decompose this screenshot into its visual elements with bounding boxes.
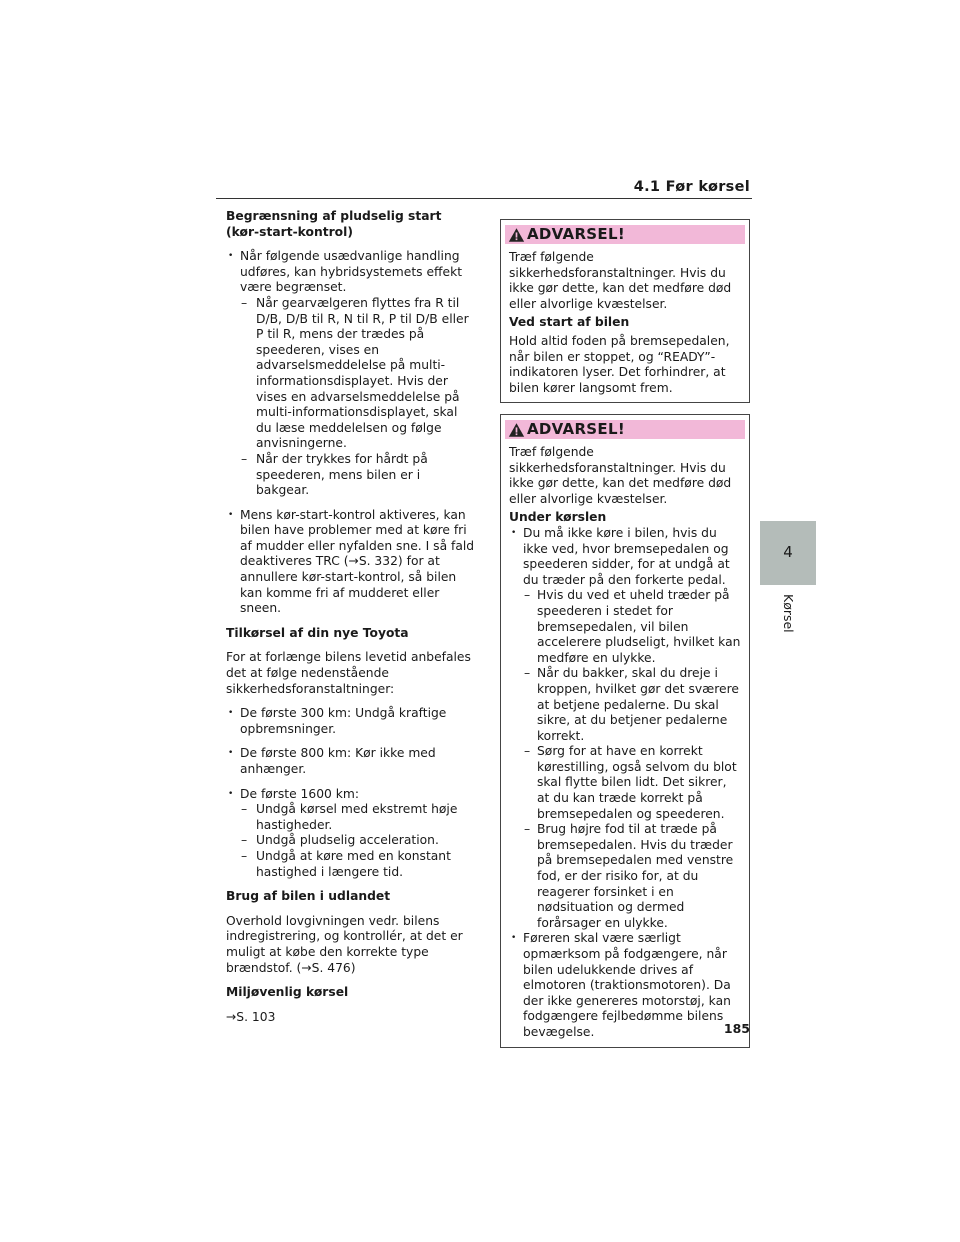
warning-triangle-icon <box>508 227 525 243</box>
list-item: – Brug højre fod til at træde på bremsepedalen. Hvis du træder på bremsepedalen med venstre fod, er der risiko for, at du reagerer forsinket i en nødsituation og dermed forårsager en ulykke. <box>523 822 741 931</box>
warning-body <box>501 244 749 402</box>
list-item: – Undgå pludselig acceleration. <box>240 833 476 849</box>
list-item: – Undgå kørsel med ekstremt høje hastigheder. <box>240 802 476 833</box>
list-item: • De første 800 km: Kør ikke med anhænger. <box>226 746 476 777</box>
warning-intro: Træf følgende sikkerhedsforanstaltninger. Hvis du ikke gør dette, kan det medføre død eller alvorlige kvæstelser. <box>509 445 732 506</box>
chapter-number: 4 <box>783 543 793 561</box>
list-item: • De første 1600 km: – Undgå kørsel med ekstremt høje hastigheder. – Undgå pludselig acceleration. – Undgå at køre med en konstant hastighed i længere tid. <box>226 787 476 881</box>
list-item: – Undgå at køre med en konstant hastighed i længere tid. <box>240 849 476 880</box>
page-number: 185 <box>723 1021 750 1036</box>
heading-break-in: Tilkørsel af din nye Toyota <box>226 625 409 640</box>
warning-title: ADVARSEL! <box>527 225 625 243</box>
warning-triangle-icon <box>508 422 525 438</box>
list-item: • Når følgende usædvanlige handling udføres, kan hybridsystemets effekt være begrænset. – Når gearvælgeren flyttes fra R til D/B, D/B til R, N til R, P til D/B eller P til R, mens der trædes på speederen, vises en advarselsmeddelelse på multi-informationsdisplayet. Hvis der vises en advarselsmeddelelse på multi-informationsdisplayet, skal du læse meddelelsen og følge anvisningerne. – Når der trykkes for hårdt på speederen, mens bilen er i bakgear. <box>226 249 476 499</box>
list-item: • Du må ikke køre i bilen, hvis du ikke ved, hvor bremsepedalen og speederen sidder, for at undgå at du træder på den forkerte pedal. – Hvis du ved et uheld træder på speederen i stedet for bremsepedalen, vil bilen accelerere pludseligt, hvilket kan medføre en ulykke. – Når du bakker, skal du dreje i kroppen, hvilket gør det sværere at betjene pedalerne. Du skal sikre, at du betjener pedalerne korrekt. – Sørg for at have en korrekt kørestilling, også selvom du blot skal flytte bilen lidt. Det sikrer, at du kan træde korrekt på bremsepedalen og speederen. – Brug højre fod til at træde på bremsepedalen. Hvis du træder på bremsepedalen med venstre fod, er der risiko for, at du reagerer forsinket i en nødsituation og dermed forårsager en ulykke. <box>509 526 741 931</box>
list-item: – Når du bakker, skal du dreje i kroppen, hvilket gør det sværere at betjene pedalerne. Du skal sikre, at du betjener pedalerne korrekt. <box>523 666 741 744</box>
eco-driving-link[interactable]: →S. 103 <box>226 1009 276 1024</box>
list-item: – Sørg for at have en korrekt kørestilling, også selvom du blot skal flytte bilen lidt. Det sikrer, at du kan træde korrekt på bremsepedalen og speederen. <box>523 744 741 822</box>
start-control-list <box>226 249 476 617</box>
heading-eco-driving: Miljøvenlig kørsel <box>226 985 349 1000</box>
list-item: • De første 300 km: Undgå kraftige opbremsninger. <box>226 706 476 737</box>
sub-list <box>523 588 741 931</box>
warning-box-start <box>500 219 750 403</box>
abroad-text: Overhold lovgivningen vedr. bilens indregistrering, og kontrollér, at det er muligt at købe den korrekte type brændstof. (→S. 476) <box>226 913 463 975</box>
list-item: • Mens kør-start-kontrol aktiveres, kan bilen have problemer med at køre fri af mudder eller nyfalden sne. I så fald deaktiveres TRC (→S. 332) for at annullere kør-start-kontrol, så bilen kan komme fri af mudderet eller sneen. <box>226 508 476 617</box>
warning-subheading: Under kørslen <box>509 510 607 525</box>
break-in-list <box>226 706 476 880</box>
left-column <box>226 209 476 1025</box>
warning-list <box>509 526 741 1041</box>
warning-title-bar <box>505 225 745 244</box>
warning-body <box>501 439 749 1047</box>
warning-title: ADVARSEL! <box>527 420 625 438</box>
chapter-label: Kørsel <box>781 594 796 633</box>
warning-intro: Træf følgende sikkerhedsforanstaltninger. Hvis du ikke gør dette, kan det medføre død eller alvorlige kvæstelser. <box>509 250 732 311</box>
warning-title-bar <box>505 420 745 439</box>
warning-subheading: Ved start af bilen <box>509 315 630 330</box>
heading-start-control: Begrænsning af pludselig start (kør-start-kontrol) <box>226 209 442 239</box>
break-in-intro: For at forlænge bilens levetid anbefales det at følge nedenstående sikkerhedsforanstaltninger: <box>226 650 471 696</box>
chapter-tab <box>760 521 816 585</box>
sub-list <box>240 296 476 499</box>
warning-text: Hold altid foden på bremsepedalen, når bilen er stoppet, og “READY”-indikatoren lyser. Det forhindrer, at bilen kører langsomt frem. <box>509 333 730 395</box>
list-item: – Når gearvælgeren flyttes fra R til D/B, D/B til R, N til R, P til D/B eller P til R, mens der trædes på speederen, vises en advarselsmeddelelse på multi-informationsdisplayet. Hvis der vises en advarselsmeddelelse på multi-informationsdisplayet, skal du læse meddelelsen og følge anvisningerne. <box>240 296 476 452</box>
list-item: • Føreren skal være særligt opmærksom på fodgængere, når bilen udelukkende drives af elmotoren (traktionsmotoren). Da der ikke genereres motorstøj, kan fodgængere fejlbedømme bilens bevægelse. <box>509 931 741 1040</box>
heading-abroad: Brug af bilen i udlandet <box>226 889 391 904</box>
warning-box-driving <box>500 414 750 1048</box>
section-title: 4.1 Før kørsel <box>633 179 750 195</box>
section-header <box>216 178 752 199</box>
sub-list <box>240 802 476 880</box>
list-item: – Når der trykkes for hårdt på speederen, mens bilen er i bakgear. <box>240 452 476 499</box>
list-item: – Hvis du ved et uheld træder på speederen i stedet for bremsepedalen, vil bilen accelerere pludseligt, hvilket kan medføre en ulykke. <box>523 588 741 666</box>
